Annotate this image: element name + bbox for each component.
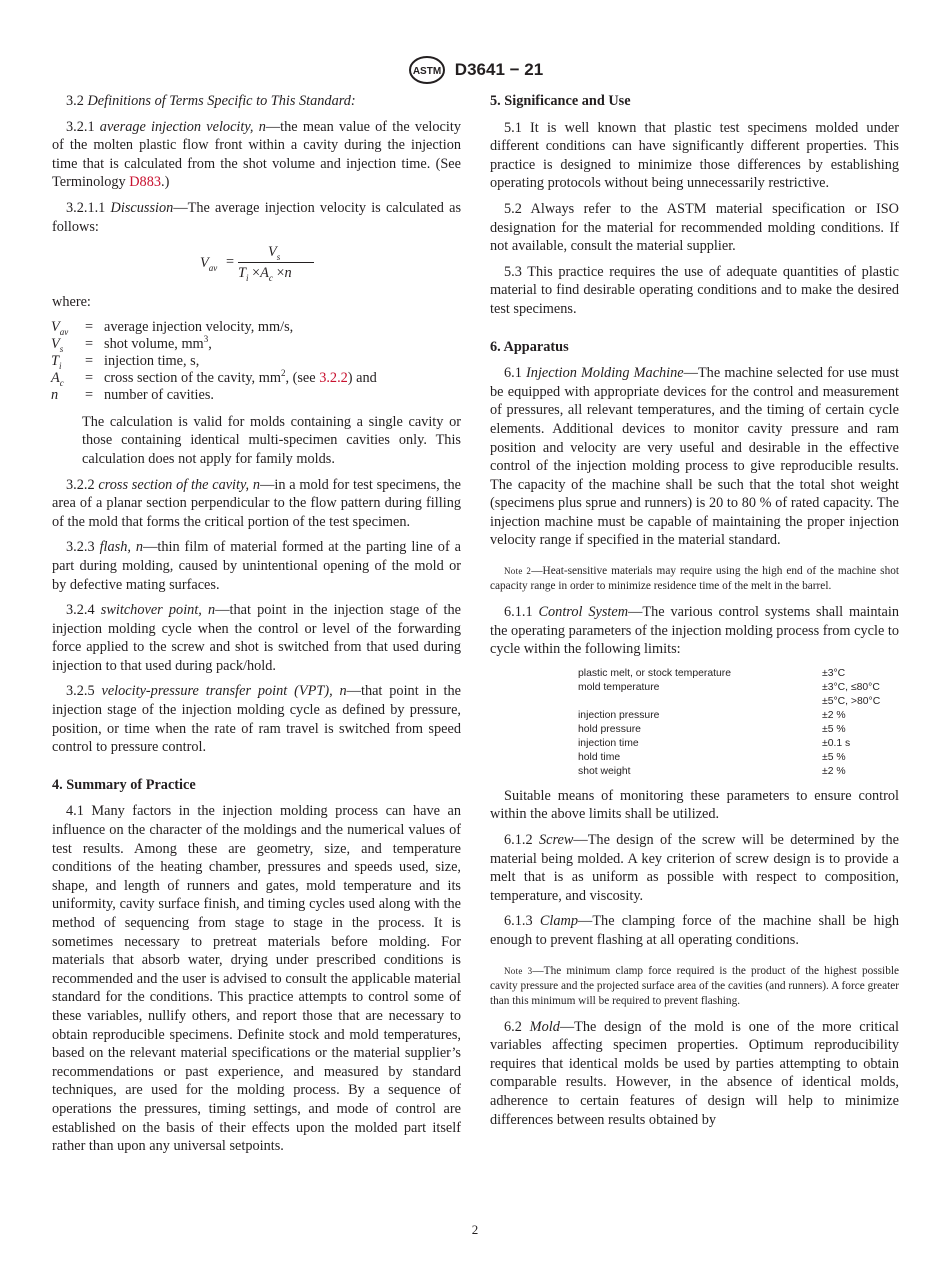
page-header bbox=[0, 55, 950, 85]
limits-row: mold temperature ±3°C, ≤80°C bbox=[578, 681, 880, 693]
section-4-heading: 4. Summary of Practice bbox=[52, 776, 196, 793]
section-5-3: 5.3 This practice requires the use of adequate quantities of plastic material to find desirable operating conditions and to make the desired test specimens. bbox=[490, 263, 899, 317]
where-row: n = number of cavities. bbox=[51, 386, 214, 403]
where-row: $V_{av}$ = average injection velocity, mm/s, bbox=[51, 318, 294, 337]
section-4-1: 4.1 Many factors in the injection molding process can have an influence on the character of the moldings and the numerical values of test results. Among these are geometry, size, and temperature conditions of the heating chamber, pressures and speeds used, size, shape, and length of runners and gates, mold temperature and its uniformity, cavity surface finish, and timing cycles used along with the method of sequencing from stage to stage in the process. It is sometimes necessary to pretreat materials before molding. For materials that absorb water, drying under prescribed conditions is recommended and the user is advised to consult the applicable material standard for the conditions. This practice attempts to control some of these variables, nullify others, and report those that are necessary to obtain reproducible specimens. Definite stock and mold temperatures, based on the relevant material specifications or the material supplier’s recommendations or past experience, and measured by standard techniques, are used for the molding process. By a sequence of operations the pressures, timing settings, and mode of control are established on the basis of their effects upon the molded part itself rather than upon any universal setpoints. bbox=[52, 803, 461, 1155]
link-3-2-2[interactable]: 3.2.2 bbox=[319, 369, 348, 386]
where-row: $A_c$ = cross section of the cavity, $mm^2$, (see 3.2.2) and bbox=[51, 367, 377, 388]
where-label: where: bbox=[52, 294, 91, 311]
limits-row: injection pressure ±2 % bbox=[578, 709, 846, 721]
where-row: $V_s$ = shot volume, $mm^3$, bbox=[51, 333, 212, 354]
section-3-2-5: 3.2.5 velocity-pressure transfer point (VPT), n—that point in the injection stage of the injection molding cycle as defined by pressure, position, or time when the rate of ram travel is switched from speed control to pressure control. bbox=[52, 683, 461, 756]
limits-row: hold time ±5 % bbox=[578, 751, 846, 763]
section-3-2-1: 3.2.1 average injection velocity, n—the mean value of the velocity of the molten plastic flow front within a cavity during the injection time that is calculated from the shot volume and injection time. (See Terminology D883.) bbox=[52, 118, 461, 191]
limits-row: shot weight ±2 % bbox=[578, 765, 846, 777]
limits-table bbox=[578, 667, 899, 779]
right-column bbox=[490, 92, 899, 1136]
monitor-text: Suitable means of monitoring these parameters to ensure control within the above limits shall be utilized. bbox=[490, 787, 899, 823]
calc-note: The calculation is valid for molds containing a single cavity or those containing identical multi-specimen cavities only. This calculation does not apply for family molds. bbox=[82, 413, 461, 467]
section-3-2: 3.2 Definitions of Terms Specific to This Standard: bbox=[66, 93, 356, 109]
link-d883[interactable]: D883 bbox=[129, 174, 162, 191]
svg-text:ASTM: ASTM bbox=[412, 66, 441, 77]
section-6-2: 6.2 Mold—The design of the mold is one of the more critical variables affecting specimen properties. Optimum reproducibility requires that identical molds be used by parties attempting to obtain comparable results. However, in the absence of identical molds, adherence to certain features of design will help to minimize differences between results obtained by bbox=[490, 1018, 899, 1128]
section-6-1-1: 6.1.1 Control System—The various control systems shall maintain the operating parameters of the injection molding process from cycle to cycle within the following limits: bbox=[490, 604, 899, 658]
section-3-2-4: 3.2.4 switchover point, n—that point in the injection stage of the injection molding cycle when the control or level of the forwarding force applied to the screw and shot is switched from that used during injection to that used during pack/hold. bbox=[52, 602, 462, 674]
astm-logo-icon bbox=[407, 55, 447, 85]
section-5-2: 5.2 Always refer to the ASTM material specification or ISO designation for the material for recommended molding conditions. If not available, consult the material supplier. bbox=[490, 200, 899, 255]
left-column bbox=[52, 92, 461, 1163]
section-6-1-2: 6.1.2 Screw—The design of the screw will be determined by the material being molded. A key criterion of screw design is to provide a melt that is as uniform as possible with respect to composition, temperature, and viscosity. bbox=[490, 832, 900, 904]
section-3-2-1-1: 3.2.1.1 Discussion—The average injection velocity is calculated as follows: bbox=[52, 199, 462, 235]
formula: $V_{av}$ = $V_s$ $T_i \times A_c \times n$ bbox=[52, 243, 461, 285]
page-number: 2 bbox=[471, 1222, 479, 1237]
section-3-2-2: 3.2.2 cross section of the cavity, n—in a mold for test specimens, the area of a planar section perpendicular to the flow pattern during filling of the mold that forms the critical portion of the test specimen. bbox=[52, 476, 461, 530]
limits-row: plastic melt, or stock temperature ±3°C bbox=[578, 667, 846, 679]
where-row: $T_i$ = injection time, s, bbox=[51, 352, 200, 371]
limits-row: injection time ±0.1 s bbox=[578, 737, 851, 749]
section-5-1: 5.1 It is well known that plastic test specimens molded under different conditions can have significantly different properties. This practice is designed to minimize those differences by establishing operating protocols without being unnecessarily restrictive. bbox=[490, 119, 899, 192]
section-3-2-3: 3.2.3 flash, n—thin film of material formed at the parting line of a part during molding, caused by unintentional opening of the mold or by defective mating surfaces. bbox=[52, 539, 462, 593]
section-6-heading: 6. Apparatus bbox=[490, 338, 569, 355]
where-list bbox=[52, 319, 461, 404]
note-3: Note 3—The minimum clamp force required is the product of the highest possible cavity pressure and the projected surface area of the cavities (and runners). A force greater than this minimum will be required to prevent flashing. bbox=[490, 964, 899, 1007]
section-6-1: 6.1 Injection Molding Machine—The machine selected for use must be equipped with appropriate devices for the control and measurement of pressures, all relevant temperatures, and the timing of certain cycle elements. Additional devices to monitor cavity pressure and ram position and velocity are very useful and desirable in the effective control of the injection molding process to give reproducible results. The capacity of the machine shall be such that the total shot weight (specimens plus sprue and runners) is 20 to 80 % of rated capacity. The injection machine must be capable of maintaining the proper injection velocity range if specified in the material standard. bbox=[490, 365, 899, 549]
document-id: D3641 − 21 bbox=[454, 60, 544, 79]
section-5-heading: 5. Significance and Use bbox=[490, 93, 631, 109]
limits-row: hold pressure ±5 % bbox=[578, 723, 846, 735]
section-6-1-3: 6.1.3 Clamp—The clamping force of the machine shall be high enough to prevent flashing at all operating conditions. bbox=[490, 913, 899, 948]
note-2: Note 2—Heat-sensitive materials may require using the high end of the machine shot capacity range in order to minimize residence time of the melt in the barrel. bbox=[490, 565, 900, 593]
limits-row: ±5°C, >80°C bbox=[822, 695, 881, 707]
fraction-bar bbox=[238, 262, 314, 263]
